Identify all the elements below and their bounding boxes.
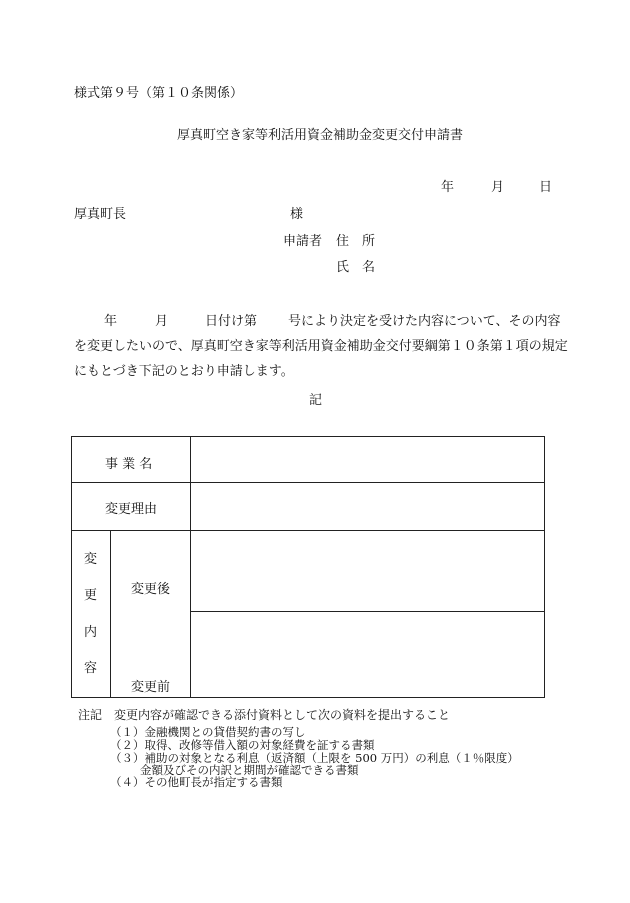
applicant-label: 申請者	[283, 234, 323, 249]
form-number: 様式第９号（第１０条関係）	[74, 86, 244, 101]
after-field[interactable]	[191, 531, 544, 611]
application-table	[71, 436, 545, 698]
project-name-label: 事 業 名	[105, 457, 153, 472]
document-title: 厚真町空き家等利活用資金補助金変更交付申請書	[177, 128, 464, 143]
after-label: 変更後	[131, 582, 171, 597]
change-content-char-4: 容	[84, 661, 98, 676]
change-content-char-2: 更	[84, 588, 98, 603]
change-reason-label: 変更理由	[105, 502, 158, 517]
body-month: 月	[155, 314, 169, 329]
applicant-name-label: 氏 名	[336, 260, 376, 275]
addressee-honorific: 様	[290, 207, 304, 222]
applicant-address-label: 住 所	[336, 234, 376, 249]
notes-heading: 注記 変更内容が確認できる添付資料として次の資料を提出すること	[78, 708, 451, 722]
change-content-char-3: 内	[84, 625, 98, 640]
body-line3: にもとづき下記のとおり申請します。	[74, 364, 294, 379]
date-month-label: 月	[491, 180, 505, 195]
before-field[interactable]	[191, 612, 544, 697]
change-reason-field[interactable]	[191, 483, 544, 530]
note-item-1: （１）金融機関との貸借契約書の写し	[110, 725, 306, 739]
note-item-4: （４）その他町長が指定する書類	[110, 775, 283, 789]
body-line1-rest: 号により決定を受けた内容について、その内容	[288, 314, 561, 329]
project-name-field[interactable]	[191, 437, 544, 482]
note-item-3: （３）補助の対象となる利息（返済額（上限を 500 万円）の利息（１％限度）	[110, 751, 519, 765]
body-line2: を変更したいので、厚真町空き家等利活用資金補助金交付要綱第１０条第１項の規定	[74, 339, 568, 354]
body-day-number: 日付け第	[205, 314, 258, 329]
table-vline-sub	[110, 530, 111, 697]
before-label: 変更前	[131, 680, 171, 695]
date-year-label: 年	[441, 180, 455, 195]
date-day-label: 日	[539, 180, 553, 195]
change-content-char-1: 変	[84, 552, 98, 567]
note-item-3-cont: 金額及びその内訳と期間が確認できる書類	[140, 763, 359, 777]
note-item-2: （２）取得、改修等借入額の対象経費を証する書類	[110, 738, 375, 752]
ki-label: 記	[309, 393, 323, 408]
addressee-name: 厚真町長	[74, 207, 127, 222]
body-year: 年	[104, 314, 118, 329]
